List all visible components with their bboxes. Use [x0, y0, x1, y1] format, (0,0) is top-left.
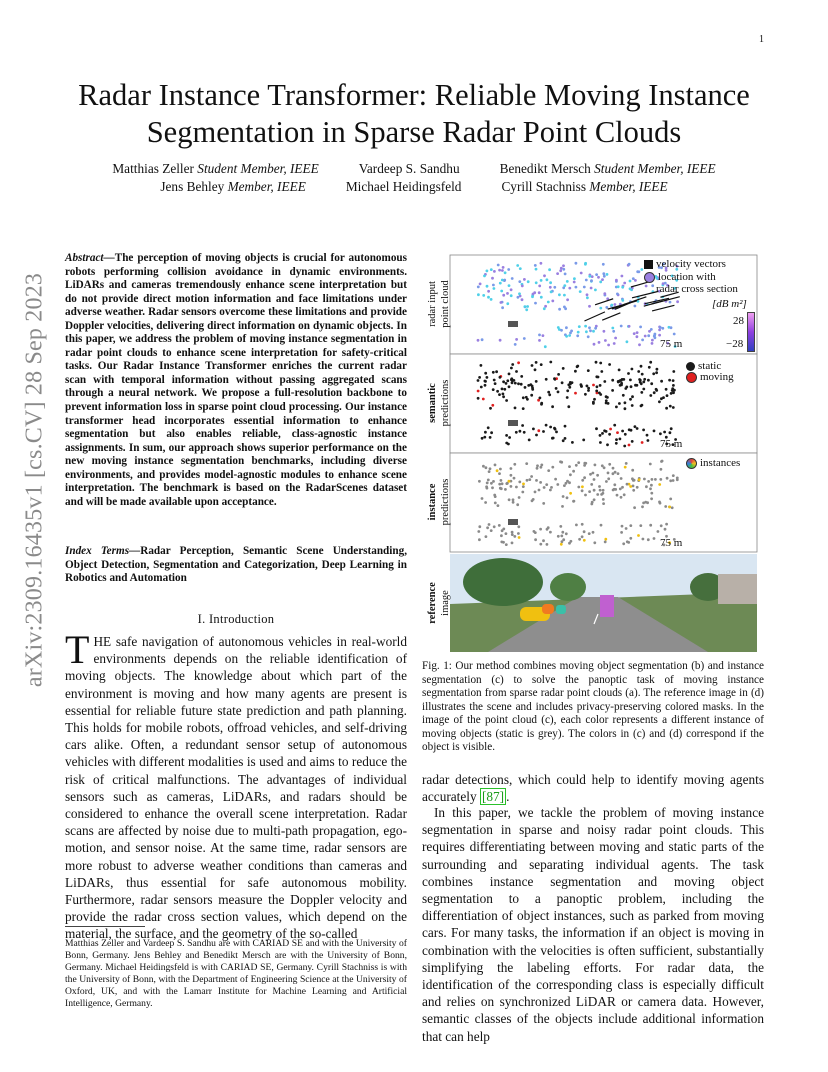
paper-title: Radar Instance Transformer: Reliable Moving Instance Segmentation in Sparse Radar Point Clouds	[78, 78, 750, 149]
abstract	[65, 252, 407, 509]
panel-b-label-1: semantic	[427, 383, 438, 423]
author-6	[501, 178, 667, 196]
colorbar-unit: [dB m²]	[712, 298, 747, 310]
author-name: Vardeep S. Sandhu	[358, 161, 460, 176]
author-4	[160, 178, 306, 196]
legend-location-text-2: radar cross section	[656, 283, 738, 295]
colorbar	[747, 312, 755, 352]
author-1	[112, 160, 318, 178]
footnote-rule	[65, 926, 145, 927]
scale-label-c: 75 m	[660, 537, 683, 549]
arxiv-stamp	[20, 272, 50, 688]
author-name: Jens Behley	[160, 179, 225, 194]
colorbar-max: 28	[733, 315, 744, 327]
author-row-2	[60, 178, 768, 196]
right-paragraph-1-text: radar detections, which could help to identify moving agents accurately	[422, 772, 764, 805]
circle-marker-icon	[686, 362, 695, 371]
author-5	[346, 178, 462, 196]
author-role: Member, IEEE	[227, 179, 306, 194]
abstract-text: The perception of moving objects is crucial for autonomous robots performing collision avoidance in dynamic environments. LiDARs and cameras tremendously enhance scene interpretation but do not provide direct motion information and face limitations under adverse weather. Radar sensors overcome these limitations and provide Doppler velocities, delivering direct information on dynamic objects. In this paper, we address the problem of moving instance segmentation in radar point clouds to enhance scene interpretation for safety-critical tasks. Our Radar Instance Transformer enriches the current radar scan with temporal information without passing aggregated scans through a neural network. We propose a full-resolution backbone to prevent information loss in sparse point cloud processing. Our instance transformer head incorporates essential information to enhance segmentation but also enables reliable, class-agnostic instance assignments. In sum, our approach shows superior performance on the new moving instance segmentation benchmarks, including diverse environments, and provides model-agnostic modules to enhance scene interpretation. The benchmark is based on the RadarScenes dataset and will be made available upon acceptance.	[65, 252, 407, 508]
author-name: Matthias Zeller	[112, 161, 194, 176]
section-heading: I. Introduction	[197, 612, 275, 626]
figure-caption: Fig. 1: Our method combines moving object segmentation (b) and instance segmentation (c) to solve the panoptic task of moving instance segmentation from sparse radar point clouds (a). The reference image in (d) illustrates the scene and includes privacy-preserving colored masks. In the image of the point cloud (c), each color represents a different instance of moving objects (static is grey). The colors in (c) and (d) correspond if the object is visible.	[422, 660, 764, 754]
figure-1	[428, 252, 758, 654]
author-role: Student Member, IEEE	[594, 161, 716, 176]
author-block	[60, 160, 768, 196]
intro-text: HE safe navigation of autonomous vehicles in real-world environments depends on the reliable identification of moving objects. The knowledge about which part of the environment is moving and how many agents are present is essential for reliable future state prediction and path planning. This holds for mobile robots, offroad vehicles, and self-driving cars alike. Often, a redundant sensor setup of autonomous vehicles with different modalities is used and aims to reduce the risk of critical malfunctions. The advantages of individual sensors such as cameras, LiDARs, and radars should be considered to enhance the overall scene interpretation. Radar scans are affected by noise due to multi-path propagation, ego-motion, and sensor noise. At the same time, radar sensors are more robust to adverse weather conditions than cameras and LiDARs, thus essential for safe autonomous mobility. Furthermore, radar sensors measure the Doppler velocity and provide the radar cross section values, which depend on the material, the surface, and the geometry of the so-called	[65, 634, 407, 942]
panel-c-label-2: predictions	[440, 478, 451, 526]
index-terms-text: Radar Perception, Semantic Scene Understanding, Object Detection, Segmentation and Categorization, Deep Learning in Robotics and Automation	[65, 545, 407, 585]
arxiv-stamp-text: arXiv:2309.16435v1 [cs.CV] 28 Sep 2023	[21, 272, 48, 688]
legend-location	[644, 271, 716, 283]
circle-marker-icon	[686, 372, 697, 383]
legend-location-text: location with	[658, 271, 716, 283]
author-2	[359, 160, 460, 178]
scale-label-a: 75 m	[660, 338, 683, 350]
footnote: Matthias Zeller and Vardeep S. Sandhu are with CARIAD SE and with the University of Bonn, Germany. Jens Behley and Benedikt Mersch are with the University of Bonn, Germany. Michael Heidingsfeld is with CARIAD SE, Germany. Cyrill Stachniss is with the University of Bonn, with the Department of Engineering Science at the University of Oxford, UK, and with the Lamarr Institute for Machine Learning and Artificial Intelligence, Germany.	[65, 938, 407, 1010]
citation-link[interactable]: [87]	[481, 789, 505, 805]
legend-velocity	[644, 258, 726, 270]
panel-b-label-2: predictions	[440, 379, 451, 427]
abstract-label: Abstract—	[65, 252, 115, 264]
panel-d-label-1: reference	[427, 582, 438, 624]
author-name: Cyrill Stachniss	[501, 179, 587, 194]
index-terms	[65, 545, 407, 586]
page-number: 1	[759, 34, 764, 45]
panel-a-label-2: point cloud	[440, 280, 451, 328]
legend-static-text: static	[698, 360, 722, 372]
square-marker-icon	[644, 260, 653, 269]
panel-c-label-1: instance	[427, 483, 438, 521]
author-name: Michael Heidingsfeld	[345, 179, 462, 194]
right-paragraph-1	[422, 771, 764, 805]
drop-cap: T	[65, 627, 90, 672]
intro-paragraph	[65, 627, 407, 943]
panel-d-label-2: image	[440, 590, 451, 616]
right-paragraph-1-end: .	[506, 789, 510, 805]
legend-instances-text: instances	[700, 457, 741, 469]
colorbar-min: −28	[726, 338, 744, 350]
author-role: Student Member, IEEE	[197, 161, 319, 176]
scale-label-b: 75 m	[660, 438, 683, 450]
legend-instances	[686, 457, 740, 469]
index-terms-label: Index Terms—	[65, 545, 141, 557]
circle-marker-icon	[644, 272, 655, 283]
author-role: Member, IEEE	[589, 179, 668, 194]
author-3	[500, 160, 716, 178]
circle-marker-icon	[686, 458, 697, 469]
author-row-1	[60, 160, 768, 178]
right-paragraph-2: In this paper, we tackle the problem of moving instance segmentation in sparse and noisy radar point clouds. This requires differentiating between moving and static parts of the surrounding and separating individual agents. The task combines instance segmentation and moving object segmentation to a panoptic problem, including the differentiation of object instances, such as parked from moving cars. For many tasks, the information if an object is moving in combination with the velocities is often sufficient, substantially simplifying the labeling efforts. For radar data, the identification of the corresponding class is especially difficult and relies on synchronized LiDAR or camera data. However, semantic classes of the objects include additional information that can help	[422, 805, 764, 1044]
author-name: Benedikt Mersch	[499, 161, 591, 176]
legend-velocity-text: velocity vectors	[656, 258, 726, 270]
legend-moving	[686, 371, 734, 383]
legends	[428, 252, 758, 654]
legend-moving-text: moving	[700, 371, 734, 383]
panel-a-label-1: radar input	[427, 281, 438, 327]
